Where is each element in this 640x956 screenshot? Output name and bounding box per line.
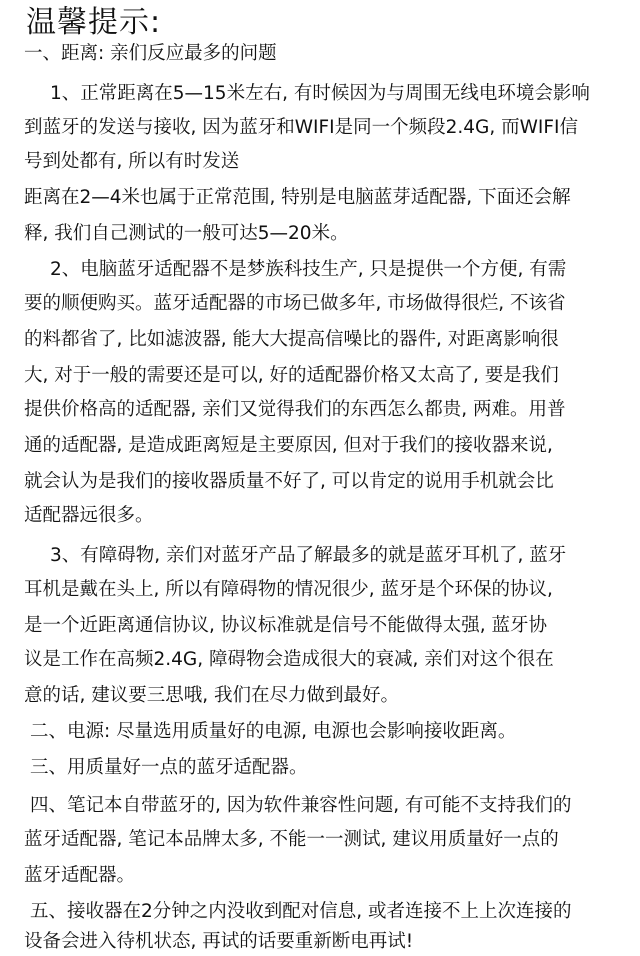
paragraph-line: 3、有障碍物, 亲们对蓝牙产品了解最多的就是蓝牙耳机了, 蓝牙	[50, 545, 567, 566]
paragraph-line: 到蓝牙的发送与接收, 因为蓝牙和WIFI是同一个频段2.4G, 而WIFI信	[24, 117, 578, 138]
paragraph-line: 大, 对于一般的需要还是可以, 好的适配器价格又太高了, 要是我们	[24, 365, 559, 386]
paragraph-line: 耳机是戴在头上, 所以有障碍物的情况很少, 蓝牙是个环保的协议,	[24, 579, 553, 600]
paragraph-line: 2、电脑蓝牙适配器不是梦族科技生产, 只是提供一个方便, 有需	[50, 259, 567, 280]
paragraph-line: 意的话, 建议要三思哦, 我们在尽力做到最好。	[24, 685, 400, 706]
paragraph-line: 是一个近距离通信协议, 协议标准就是信号不能做得太强, 蓝牙协	[24, 615, 548, 636]
paragraph-line: 就会认为是我们的接收器质量不好了, 可以肯定的说用手机就会比	[24, 471, 554, 492]
section-distance-heading: 一、距离: 亲们反应最多的问题	[24, 43, 277, 64]
paragraph-line: 通的适配器, 是造成距离短是主要原因, 但对于我们的接收器来说,	[24, 435, 553, 456]
paragraph-line: 设备会进入待机状态, 再试的话要重新断电再试!	[24, 931, 414, 952]
paragraph-line: 提供价格高的适配器, 亲们又觉得我们的东西怎么都贵, 两难。用普	[24, 399, 566, 420]
section-power: 二、电源: 尽量选用质量好的电源, 电源也会影响接收距离。	[30, 721, 517, 742]
section-laptop: 四、笔记本自带蓝牙的, 因为软件兼容性问题, 有可能不支持我们的	[30, 795, 572, 816]
paragraph-line: 要的顺便购买。蓝牙适配器的市场已做多年, 市场做得很烂, 不该省	[24, 293, 566, 314]
paragraph-line: 蓝牙适配器。	[24, 865, 136, 886]
paragraph-line: 蓝牙适配器, 笔记本品牌太多, 不能一一测试, 建议用质量好一点的	[24, 829, 559, 850]
paragraph-line: 1、正常距离在5—15米左右, 有时候因为与周围无线电环境会影响	[50, 83, 590, 104]
page-title: 温馨提示:	[26, 5, 162, 40]
section-adapter: 三、用质量好一点的蓝牙适配器。	[30, 757, 308, 778]
paragraph-line: 释, 我们自己测试的一般可达5—20米。	[24, 223, 349, 244]
section-receiver: 五、接收器在2分钟之内没收到配对信息, 或者连接不上上次连接的	[30, 901, 572, 922]
paragraph-line: 的料都省了, 比如滤波器, 能大大提高信噪比的器件, 对距离影响很	[24, 329, 559, 350]
paragraph-line: 适配器远很多。	[24, 505, 154, 526]
paragraph-line: 号到处都有, 所以有时发送	[24, 151, 240, 172]
paragraph-line: 议是工作在高频2.4G, 障碍物会造成很大的衰减, 亲们对这个很在	[24, 649, 554, 670]
paragraph-line: 距离在2—4米也属于正常范围, 特别是电脑蓝芽适配器, 下面还会解	[24, 187, 571, 208]
